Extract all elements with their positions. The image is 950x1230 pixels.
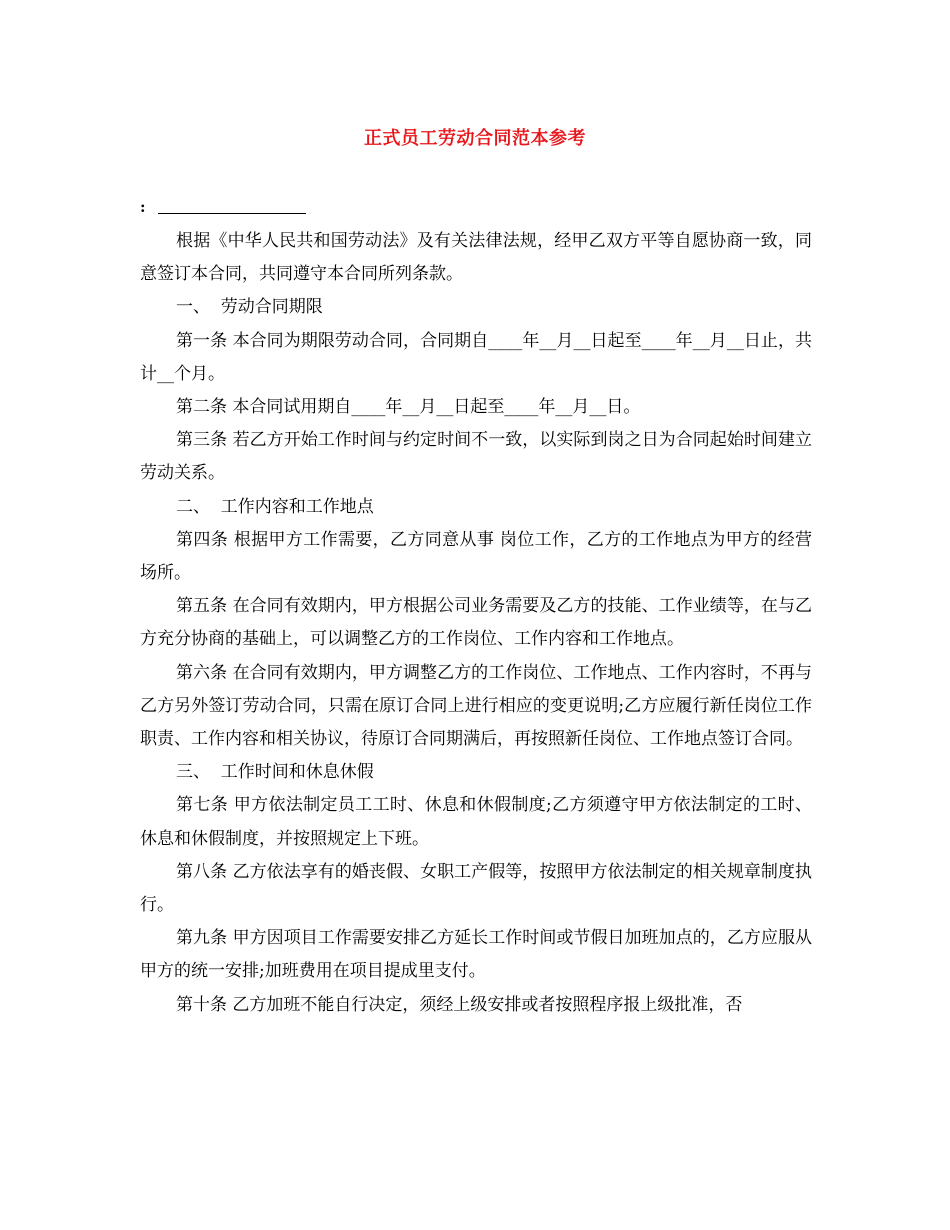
article-8: 第八条 乙方依法享有的婚丧假、女职工产假等，按照甲方依法制定的相关规章制度执行。 (140, 861, 812, 916)
article-1: 第一条 本合同为期限劳动合同，合同期自____年__月__日起至____年__月__日止，共计__个月。 (140, 330, 812, 384)
article-3: 第三条 若乙方开始工作时间与约定时间不一致，以实际到岗之日为合同起始时间建立劳动关系。 (140, 430, 812, 484)
article-10: 第十条 乙方加班不能自行决定，须经上级安排或者按照程序报上级批准，否 (176, 994, 743, 1015)
document-title: 正式员工劳动合同范本参考 (364, 128, 586, 149)
section-heading-work: 二、 工作内容和工作地点 (176, 496, 374, 517)
contract-preamble: 根据《中华人民共和国劳动法》及有关法律法规，经甲乙双方平等自愿协商一致，同意签订本合同，共同遵守本合同所列条款。 (140, 231, 812, 285)
article-9: 第九条 甲方因项目工作需要安排乙方延长工作时间或节假日加班加点的，乙方应服从甲方的统一安排;加班费用在项目提成里支付。 (140, 928, 812, 982)
article-5: 第五条 在合同有效期内，甲方根据公司业务需要及乙方的技能、工作业绩等，在与乙方充分协商的基础上，可以调整乙方的工作岗位、工作内容和工作地点。 (140, 596, 812, 650)
section-heading-hours: 三、 工作时间和休息休假 (176, 762, 374, 783)
party-label-colon: : (140, 198, 146, 216)
section-heading-term: 一、 劳动合同期限 (176, 297, 323, 318)
article-2: 第二条 本合同试用期自____年__月__日起至____年__月__日。 (176, 397, 641, 418)
party-name-blank (158, 213, 306, 214)
article-6: 第六条 在合同有效期内，甲方调整乙方的工作岗位、工作地点、工作内容时，不再与乙方另外签订劳动合同，只需在原订合同上进行相应的变更说明;乙方应履行新任岗位工作职责、工作内容和相关协议，待原订合同期满后，再按照新任岗位、工作地点签订合同。 (140, 662, 812, 750)
article-4: 第四条 根据甲方工作需要，乙方同意从事 岗位工作，乙方的工作地点为甲方的经营场所。 (140, 529, 812, 584)
contract-body (140, 225, 812, 1022)
article-7: 第七条 甲方依法制定员工工时、休息和休假制度;乙方须遵守甲方依法制定的工时、休息和休假制度，并按照规定上下班。 (140, 795, 812, 849)
